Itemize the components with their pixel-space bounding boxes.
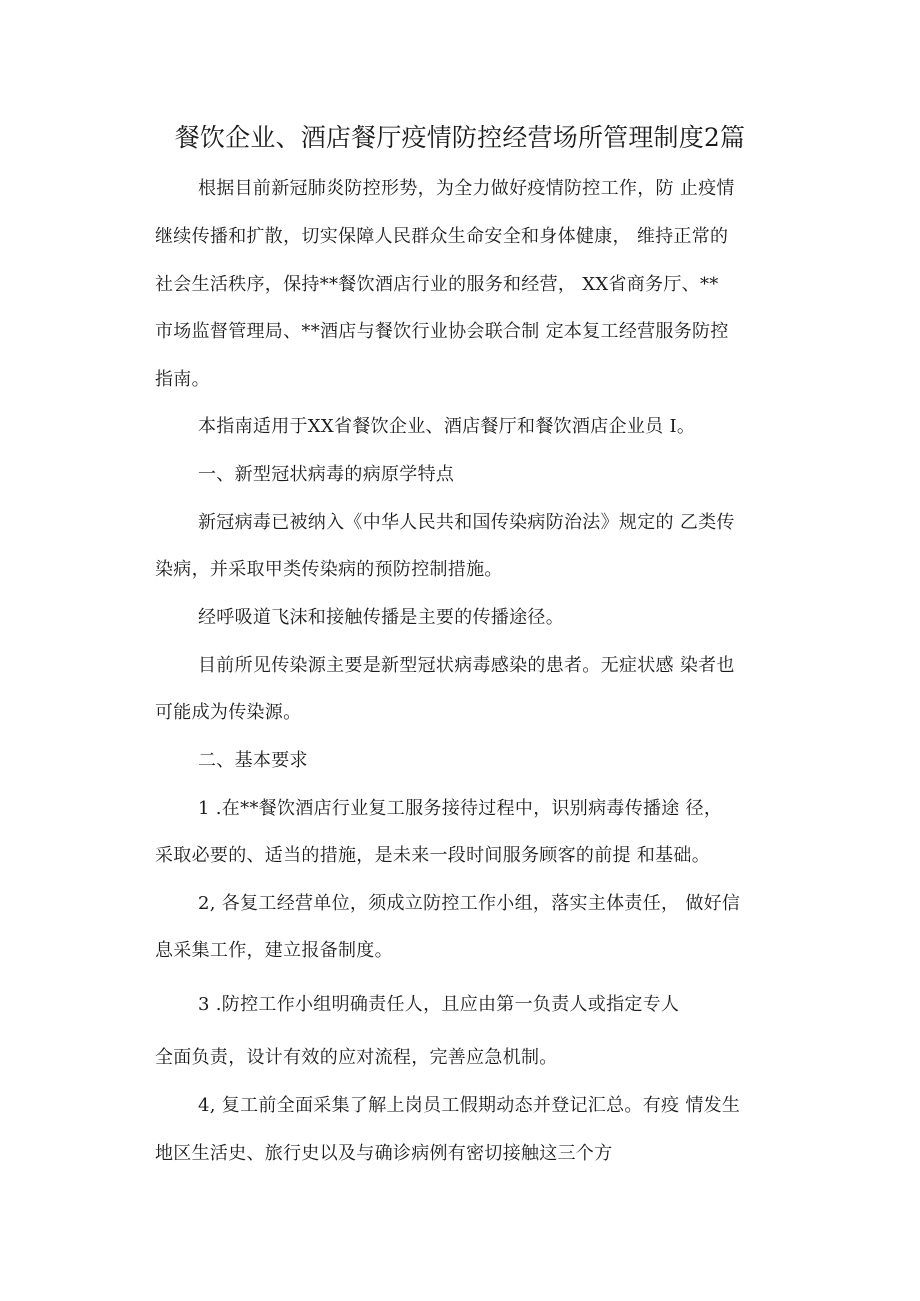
paragraph-line: 市场监督管理局、**酒店与餐饮行业协会联合制 定本复工经营服务防控 <box>155 321 729 342</box>
paragraph-line: 新冠病毒已被纳入《中华人民共和国传染病防治法》规定的 乙类传 <box>198 512 735 533</box>
paragraph-line: 息采集工作，建立报备制度。 <box>155 940 393 961</box>
paragraph-line: 可能成为传染源。 <box>155 702 302 723</box>
paragraph-line: 地区生活史、旅行史以及与确诊病例有密切接触这三个方 <box>155 1143 613 1164</box>
paragraph-line: 染病，并采取甲类传染病的预防控制措施。 <box>155 559 503 580</box>
paragraph-line: 继续传播和扩散，切实保障人民群众生命安全和身体健康， 维持正常的 <box>155 226 729 247</box>
document-title: 餐饮企业、酒店餐厅疫情防控经营场所管理制度2篇 <box>174 123 746 152</box>
section-heading: 一、新型冠状病毒的病原学特点 <box>198 464 455 485</box>
section-heading: 二、基本要求 <box>198 750 308 771</box>
paragraph-line: 目前所见传染源主要是新型冠状病毒感染的患者。无症状感 染者也 <box>198 655 735 676</box>
paragraph-line: 经呼吸道飞沫和接触传播是主要的传播途径。 <box>198 607 564 628</box>
paragraph-line: 指南。 <box>155 369 210 390</box>
paragraph-line: 全面负责，设计有效的应对流程，完善应急机制。 <box>155 1047 558 1068</box>
paragraph-line: 4, 复工前全面采集了解上岗员工假期动态并登记汇总。有疫 情发生 <box>198 1095 741 1116</box>
paragraph-line: 社会生活秩序，保持**餐饮酒店行业的服务和经营， XX省商务厅、** <box>155 274 719 295</box>
paragraph-line: 2, 各复工经营单位，须成立防控工作小组，落实主体责任， 做好信 <box>198 893 741 914</box>
paragraph-line: 采取必要的、适当的措施，是未来一段时间服务顾客的前提 和基础。 <box>155 845 711 866</box>
paragraph-line: 根据目前新冠肺炎防控形势，为全力做好疫情防控工作，防 止疫情 <box>198 178 735 199</box>
paragraph-line: 1 .在**餐饮酒店行业复工服务接待过程中，识别病毒传播途 径， <box>198 798 723 819</box>
paragraph-line: 3 .防控工作小组明确责任人，且应由第一负责人或指定专人 <box>198 994 680 1015</box>
paragraph-line: 本指南适用于XX省餐饮企业、酒店餐厅和餐饮酒店企业员 I。 <box>198 416 696 437</box>
